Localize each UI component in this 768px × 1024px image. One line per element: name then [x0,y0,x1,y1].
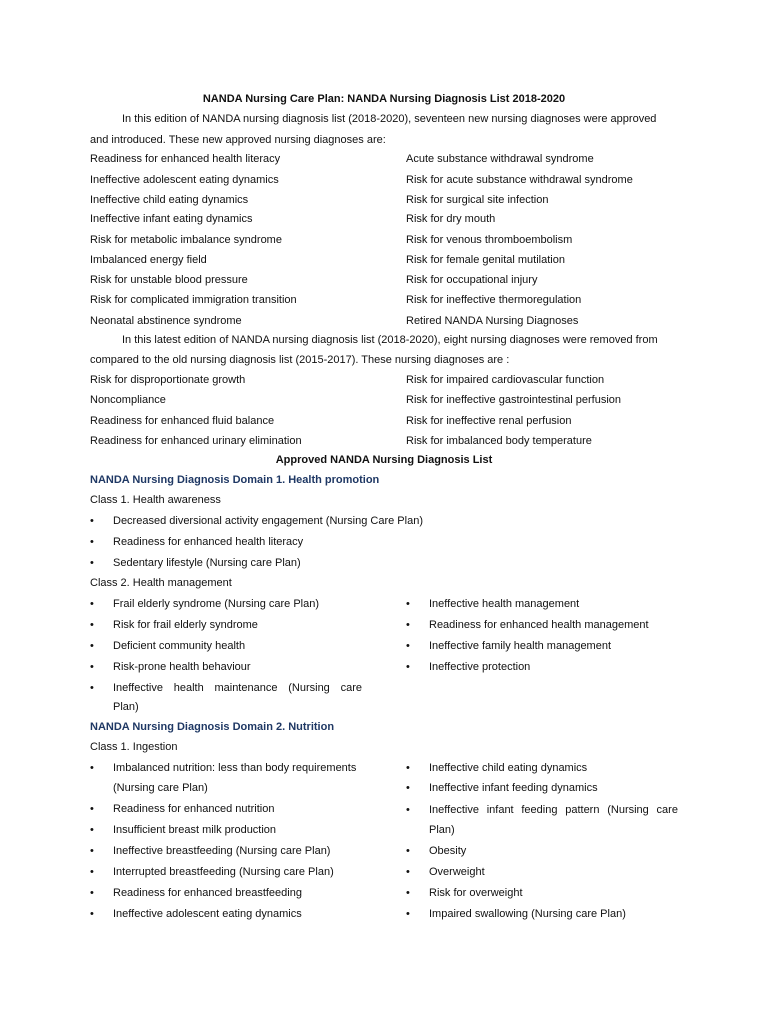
list-item-text-justified [113,683,362,694]
list-item-text: Ineffective family health management [429,640,612,652]
list-item-text-continuation: (Nursing care Plan) [113,782,208,794]
new-diagnosis-right-item: Risk for female genital mutilation [406,254,565,266]
list-item-text: Risk-prone health behaviour [113,661,251,673]
removed-diagnosis-left-item: Readiness for enhanced fluid balance [90,415,275,427]
list-item-text: Deficient community health [113,640,246,652]
list-item-text: Overweight [429,866,485,878]
bullet-icon: • [90,682,94,694]
list-item-text: Ineffective child eating dynamics [429,762,588,774]
removed-diagnosis-left-item: Noncompliance [90,394,166,406]
list-item-text: Readiness for enhanced breastfeeding [113,887,302,899]
new-diagnosis-right-item: Risk for venous thromboembolism [406,234,573,246]
word: Ineffective [113,682,163,694]
bullet-icon: • [90,640,94,652]
word: Ineffective [429,804,479,816]
new-diagnosis-right-item: Risk for occupational injury [406,274,538,286]
bullet-icon: • [406,908,410,920]
new-diagnosis-right-item: Risk for dry mouth [406,213,496,225]
intro-paragraph-2-line-2: compared to the old nursing diagnosis list (2015-2017). These nursing diagnoses are : [90,354,510,366]
bullet-icon: • [90,845,94,857]
intro-paragraph-1-line-2: and introduced. These new approved nursing diagnoses are: [90,134,386,146]
word: (Nursing [607,804,649,816]
list-item-text: Ineffective breastfeeding (Nursing care Plan) [113,845,331,857]
bullet-icon: • [406,661,410,673]
list-item-text: Insufficient breast milk production [113,824,277,836]
list-item-text: Ineffective adolescent eating dynamics [113,908,302,920]
new-diagnosis-left-item: Risk for unstable blood pressure [90,274,248,286]
domain-2-heading: NANDA Nursing Diagnosis Domain 2. Nutrition [90,721,335,733]
list-item-text: Readiness for enhanced nutrition [113,803,275,815]
bullet-icon: • [90,908,94,920]
bullet-icon: • [90,866,94,878]
bullet-icon: • [90,824,94,836]
bullet-icon: • [90,661,94,673]
bullet-icon: • [406,866,410,878]
new-diagnosis-left-item: Risk for metabolic imbalance syndrome [90,234,282,246]
removed-diagnosis-left-item: Readiness for enhanced urinary elimination [90,435,302,447]
domain-2-class-1-label: Class 1. Ingestion [90,741,178,753]
intro-paragraph-2-line-1: In this latest edition of NANDA nursing diagnosis list (2018-2020), eight nursing diagnoses were removed from [122,334,658,346]
domain-1-class-2-label: Class 2. Health management [90,577,232,589]
new-diagnosis-left-item: Ineffective adolescent eating dynamics [90,174,279,186]
list-item-text-continuation: Plan) [113,701,139,713]
bullet-icon: • [90,536,94,548]
intro-paragraph-1-line-1: In this edition of NANDA nursing diagnosis list (2018-2020), seventeen new nursing diagnoses were approved [122,113,657,125]
domain-1-class-1-label: Class 1. Health awareness [90,494,221,506]
new-diagnosis-left-item: Ineffective child eating dynamics [90,194,249,206]
list-item-text-justified [429,805,678,816]
list-item-text: Decreased diversional activity engagement (Nursing Care Plan) [113,515,423,527]
list-item-text: Risk for overweight [429,887,523,899]
new-diagnosis-right-item: Risk for surgical site infection [406,194,549,206]
list-item-text: Frail elderly syndrome (Nursing care Plan) [113,598,320,610]
new-diagnosis-right-item: Risk for acute substance withdrawal syndrome [406,174,633,186]
bullet-icon: • [406,804,410,816]
removed-diagnosis-right-item: Risk for ineffective gastrointestinal perfusion [406,394,622,406]
bullet-icon: • [406,762,410,774]
new-diagnosis-left-item: Readiness for enhanced health literacy [90,153,281,165]
word: feeding [521,804,558,816]
word: (Nursing [288,682,330,694]
new-diagnosis-left-item: Ineffective infant eating dynamics [90,213,253,225]
bullet-icon: • [406,619,410,631]
list-item-text: Obesity [429,845,467,857]
approved-list-heading: Approved NANDA Nursing Diagnosis List [275,454,493,466]
bullet-icon: • [90,803,94,815]
list-item-text: Interrupted breastfeeding (Nursing care Plan) [113,866,334,878]
new-diagnosis-right-item: Retired NANDA Nursing Diagnoses [406,315,579,327]
new-diagnosis-right-item: Risk for ineffective thermoregulation [406,294,582,306]
word: infant [486,804,514,816]
removed-diagnosis-left-item: Risk for disproportionate growth [90,374,246,386]
domain-1-heading: NANDA Nursing Diagnosis Domain 1. Health promotion [90,474,380,486]
list-item-text: Sedentary lifestyle (Nursing care Plan) [113,557,301,569]
list-item-text: Readiness for enhanced health literacy [113,536,304,548]
bullet-icon: • [90,515,94,527]
list-item-text: Imbalanced nutrition: less than body requirements [113,762,357,774]
removed-diagnosis-right-item: Risk for impaired cardiovascular function [406,374,605,386]
word: care [340,682,362,694]
new-diagnosis-left-item: Imbalanced energy field [90,254,207,266]
list-item-text-continuation: Plan) [429,824,455,836]
bullet-icon: • [90,762,94,774]
list-item-text: Ineffective health management [429,598,580,610]
new-diagnosis-left-item: Risk for complicated immigration transition [90,294,297,306]
word: health [173,682,204,694]
bullet-icon: • [406,598,410,610]
bullet-icon: • [90,619,94,631]
removed-diagnosis-right-item: Risk for imbalanced body temperature [406,435,592,447]
word: pattern [565,804,600,816]
list-item-text: Ineffective infant feeding dynamics [429,782,598,794]
bullet-icon: • [406,782,410,794]
bullet-icon: • [406,640,410,652]
bullet-icon: • [406,887,410,899]
list-item-text: Risk for frail elderly syndrome [113,619,258,631]
list-item-text: Impaired swallowing (Nursing care Plan) [429,908,626,920]
list-item-text: Ineffective protection [429,661,531,673]
bullet-icon: • [406,845,410,857]
page-title: NANDA Nursing Care Plan: NANDA Nursing Diagnosis List 2018-2020 [202,93,566,105]
new-diagnosis-right-item: Acute substance withdrawal syndrome [406,153,594,165]
bullet-icon: • [90,598,94,610]
bullet-icon: • [90,887,94,899]
bullet-icon: • [90,557,94,569]
new-diagnosis-left-item: Neonatal abstinence syndrome [90,315,242,327]
word: care [656,804,678,816]
removed-diagnosis-right-item: Risk for ineffective renal perfusion [406,415,572,427]
list-item-text: Readiness for enhanced health management [429,619,649,631]
word: maintenance [214,682,278,694]
